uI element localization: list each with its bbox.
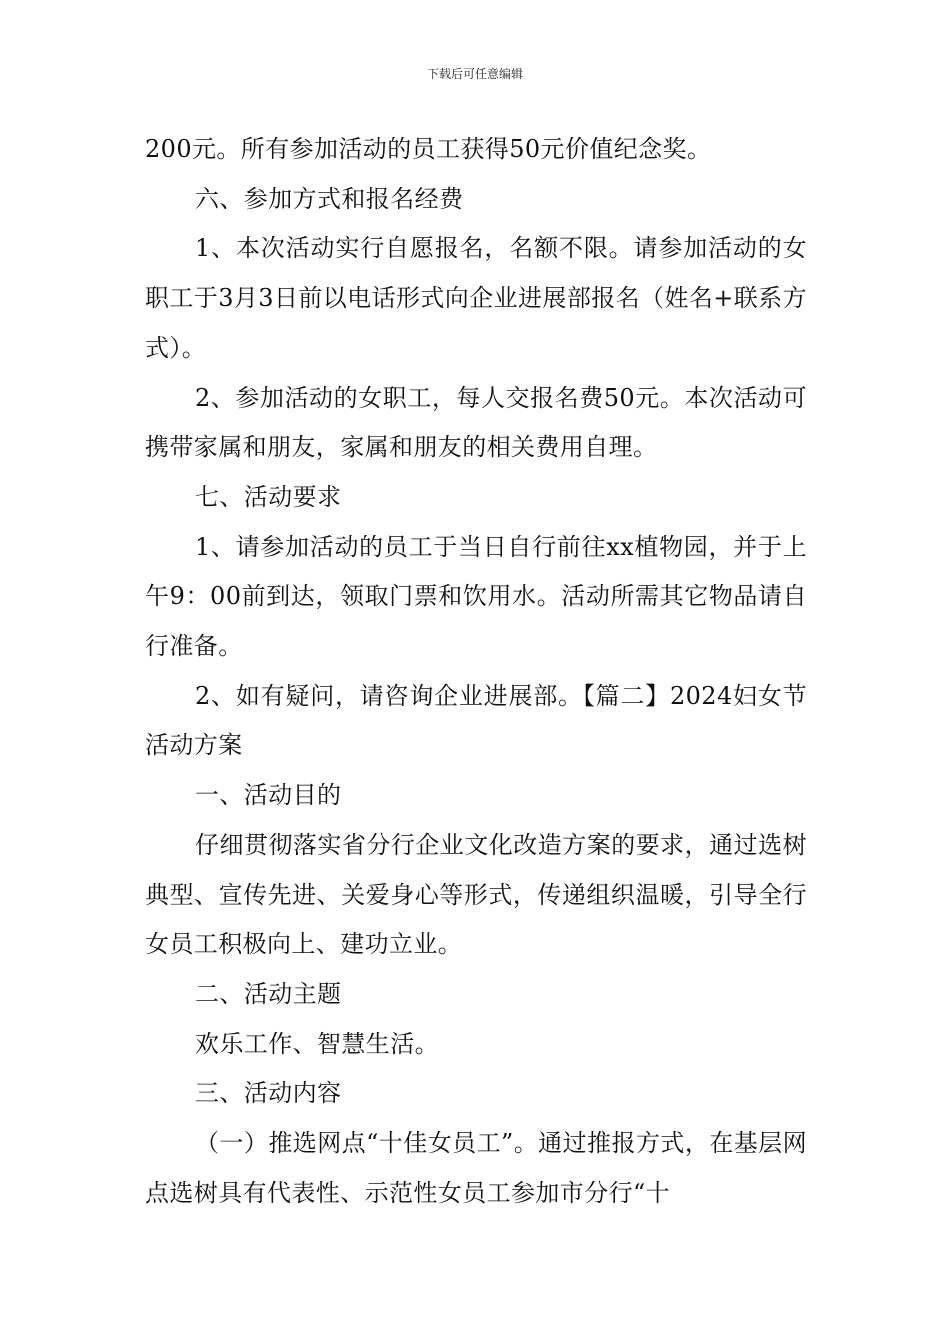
- paragraph-registration-1: 1、本次活动实行自愿报名，名额不限。请参加活动的女职工于3月3日前以电话形式向企业进展部报名（姓名+联系方式）。: [145, 234, 807, 362]
- section-heading-theme: 二、活动主题: [195, 979, 342, 1008]
- page-header-note: 下载后可任意编辑: [426, 67, 523, 81]
- paragraph-registration-2: 2、参加活动的女职工，每人交报名费50元。本次活动可携带家属和朋友，家属和朋友的相关费用自理。: [145, 383, 807, 462]
- section-heading-requirements: 七、活动要求: [195, 482, 342, 511]
- section-heading-registration: 六、参加方式和报名经费: [195, 184, 464, 213]
- paragraph-purpose: 仔细贯彻落实省分行企业文化改造方案的要求，通过选树典型、宣传先进、关爱身心等形式，传递组织温暖，引导全行女员工积极向上、建功立业。: [145, 830, 807, 959]
- paragraph-theme: 欢乐工作、智慧生活。: [195, 1029, 439, 1058]
- paragraph-requirements-1: 1、请参加活动的员工于当日自行前往xx植物园，并于上午9：00前到达，领取门票和饮用水。活动所需其它物品请自行准备。: [145, 532, 807, 661]
- paragraph-requirements-2: 2、如有疑问，请咨询企业进展部。【篇二】2024妇女节活动方案: [145, 681, 807, 760]
- section-heading-purpose: 一、活动目的: [195, 781, 342, 810]
- paragraph-content-1: （一）推选网点“十佳女员工”。通过推报方式，在基层网点选树具有代表性、示范性女员工参加市分行“十: [145, 1129, 807, 1207]
- section-heading-content: 三、活动内容: [195, 1079, 342, 1108]
- document-body: [145, 125, 807, 1218]
- paragraph-continuation: 200元。所有参加活动的员工获得50元价值纪念奖。: [145, 135, 712, 163]
